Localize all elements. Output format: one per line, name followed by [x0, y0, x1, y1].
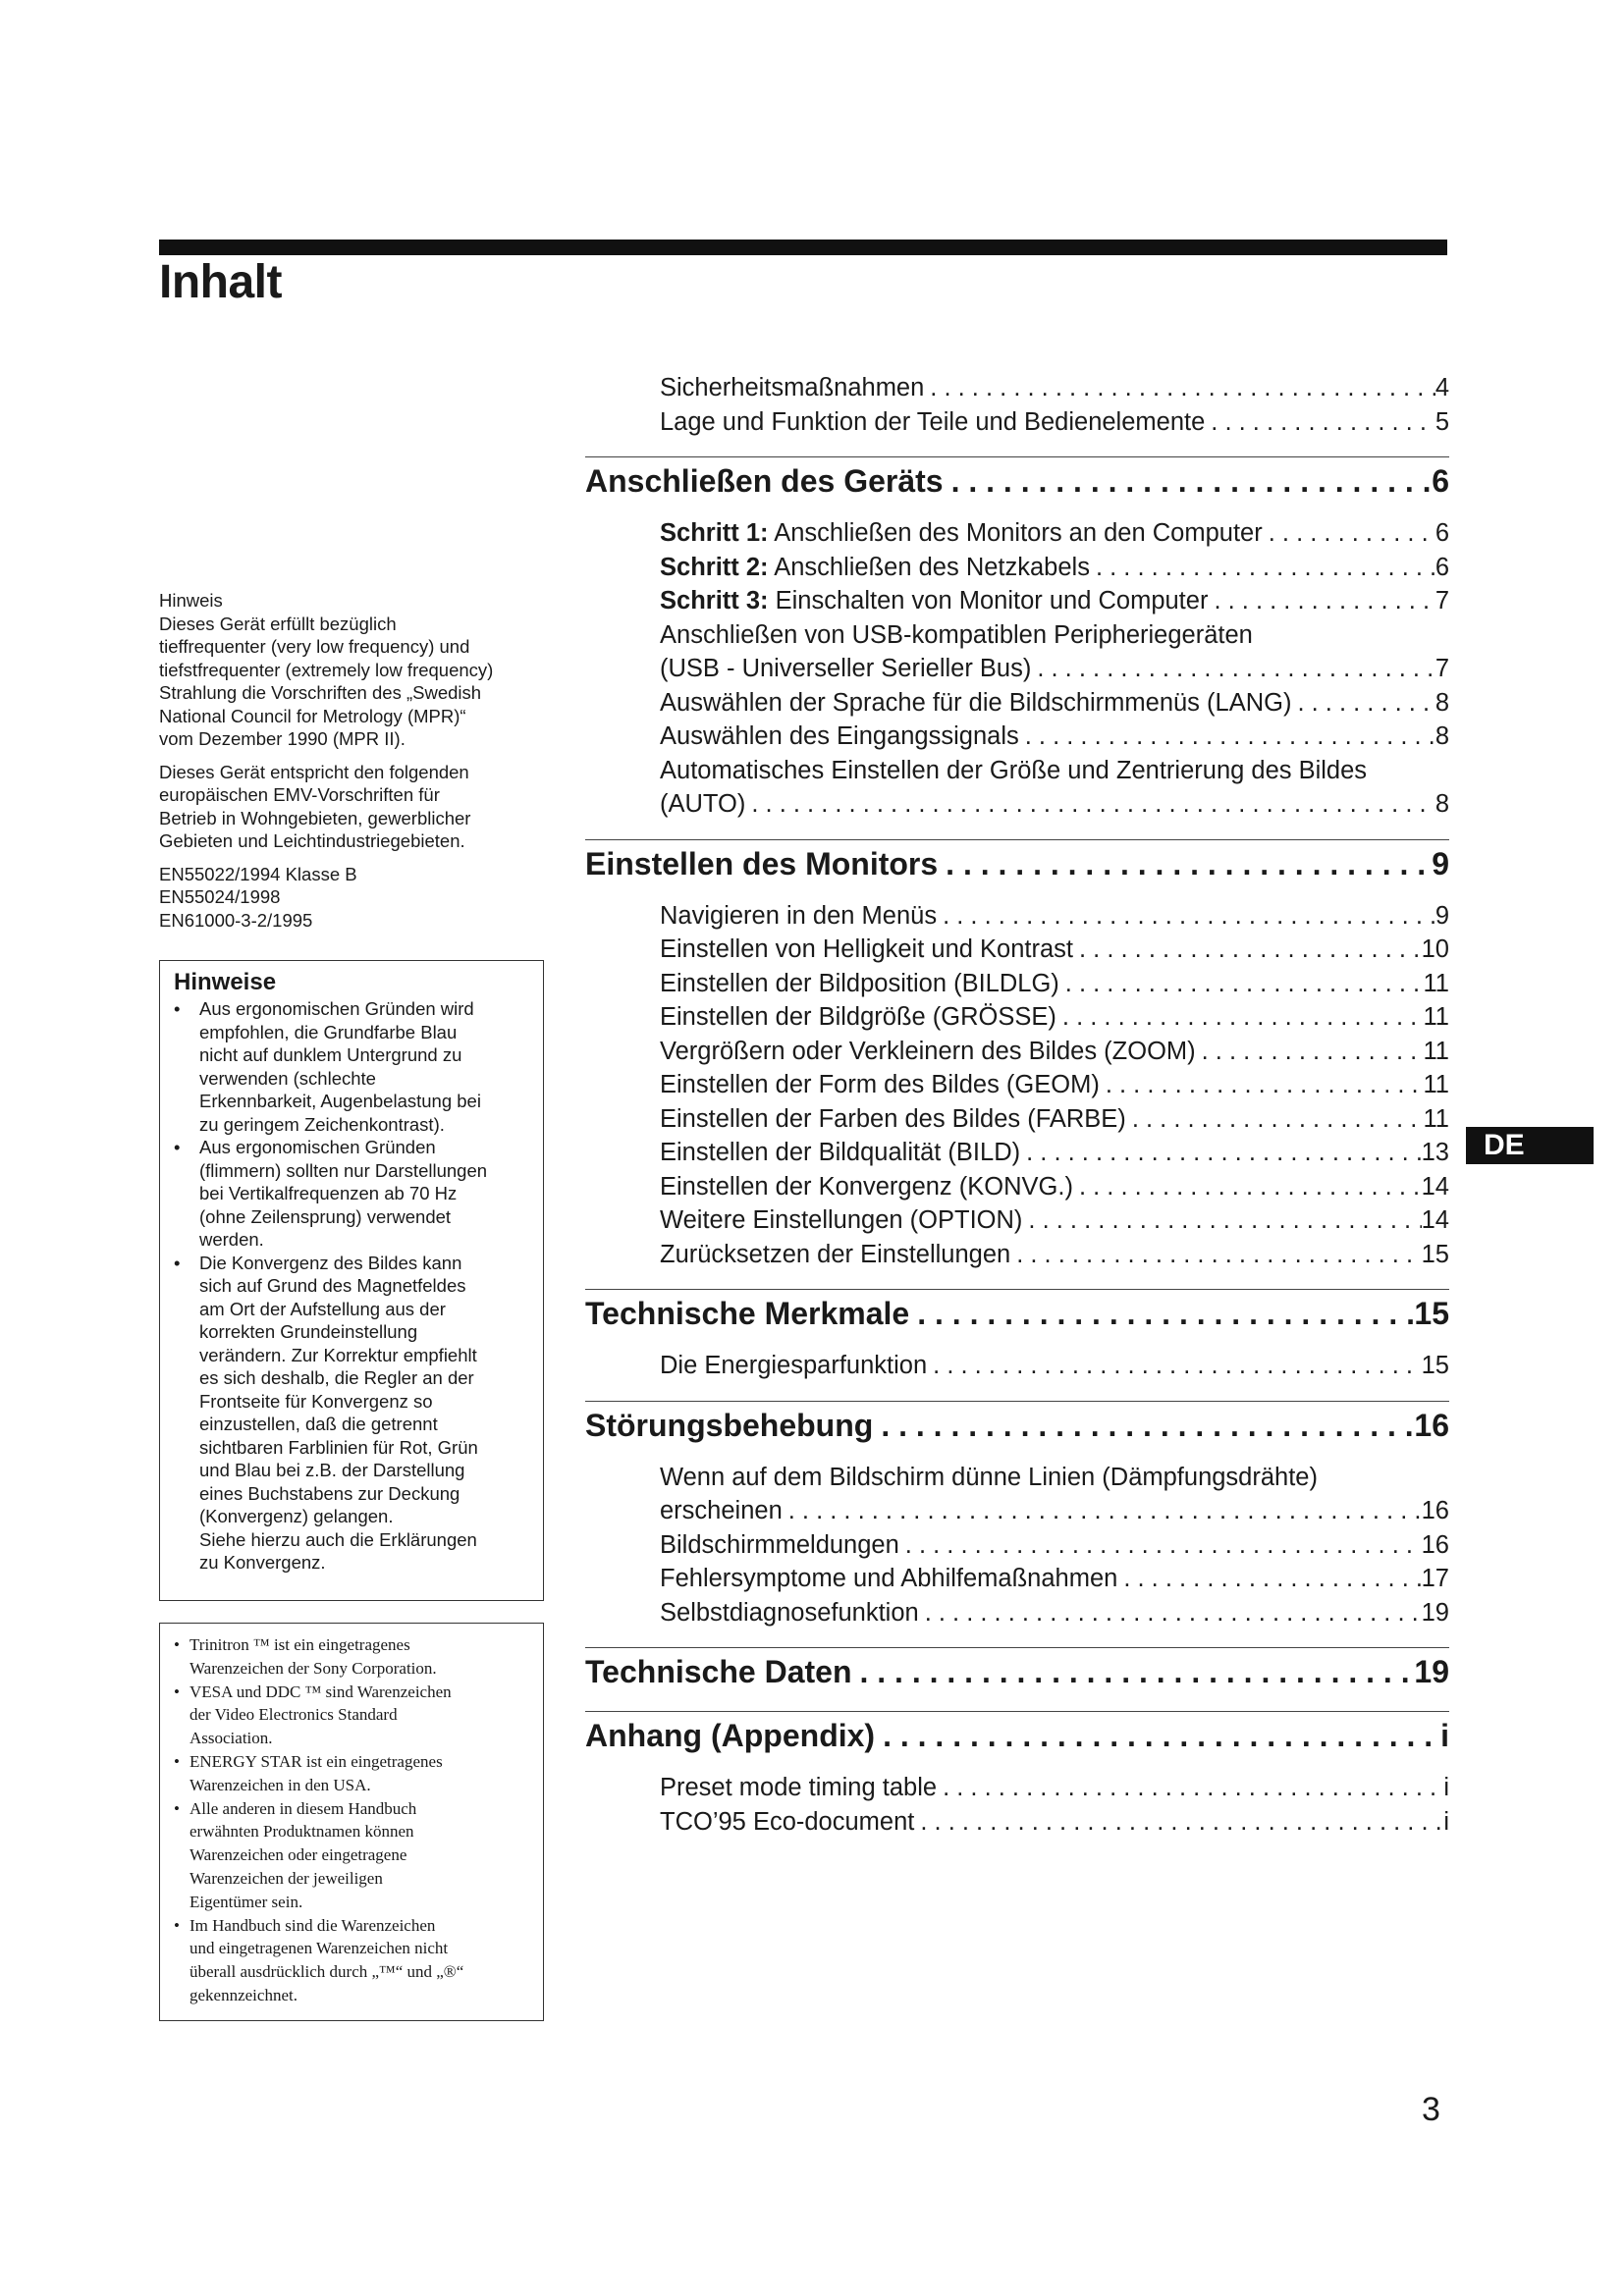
toc-entry-page: 17	[1421, 1565, 1449, 1592]
toc-entry-label: Wenn auf dem Bildschirm dünne Linien (Dämpfungsdrähte)	[660, 1463, 1318, 1491]
toc-entry[interactable]	[585, 1596, 1449, 1630]
toc-entry[interactable]	[585, 1203, 1449, 1238]
toc-entry-label: Navigieren in den Menüs	[660, 901, 938, 930]
toc-entry-label: Zurücksetzen der Einstellungen	[660, 1240, 1011, 1268]
page-title: Inhalt	[159, 256, 282, 308]
trademark-item	[174, 1681, 533, 1750]
toc-entry-line1[interactable]	[585, 1461, 1449, 1495]
leader-dots	[1022, 1203, 1421, 1238]
note-line: Hinweis	[159, 590, 223, 611]
trademark-line: Warenzeichen der Sony Corporation.	[189, 1658, 437, 1678]
leader-dots	[1208, 584, 1435, 618]
section-page: 15	[1414, 1296, 1449, 1331]
toc-entry-page: 19	[1421, 1598, 1449, 1627]
hinweise-line: Erkennbarkeit, Augenbelastung bei	[199, 1091, 481, 1111]
toc-entry[interactable]	[585, 1102, 1449, 1137]
leader-dots	[851, 1650, 1414, 1693]
leader-dots	[783, 1494, 1422, 1528]
leader-dots	[875, 1714, 1440, 1757]
trademark-item	[174, 1633, 533, 1681]
leader-dots	[1263, 516, 1435, 551]
trademark-line: der Video Electronics Standard	[189, 1705, 398, 1725]
toc-entry-label: Vergrößern oder Verkleinern des Bildes (ZOOM)	[660, 1037, 1196, 1065]
toc-section-heading[interactable]	[585, 1647, 1449, 1693]
toc-entry-page: 6	[1435, 519, 1449, 547]
leader-dots	[1031, 652, 1435, 686]
hinweise-line: am Ort der Aufstellung aus der	[199, 1298, 446, 1319]
toc-entry-label: Bildschirmmeldungen	[660, 1530, 899, 1559]
note-line: tiefstfrequenter (extremely low frequency)	[159, 659, 494, 680]
toc-section-heading[interactable]	[585, 456, 1449, 503]
toc-entry-page: 11	[1423, 1003, 1449, 1031]
leader-dots	[927, 1349, 1421, 1383]
hinweise-line: sichtbaren Farblinien für Rot, Grün	[199, 1436, 478, 1458]
toc-entry-label: Einstellen der Farben des Bildes (FARBE)	[660, 1104, 1126, 1133]
toc-entry[interactable]	[585, 1771, 1449, 1805]
hinweise-line: einzustellen, daß die getrennt	[199, 1414, 438, 1434]
note-line: Dieses Gerät erfüllt bezüglich	[159, 613, 397, 634]
section-title: Einstellen des Monitors	[585, 845, 939, 881]
trademark-line: • ENERGY STAR ist ein eingetragenes	[189, 1751, 443, 1771]
hinweise-line: es sich deshalb, die Regler an der	[199, 1367, 474, 1388]
toc-entry[interactable]	[585, 551, 1449, 585]
toc-section-heading[interactable]	[585, 839, 1449, 885]
toc-entry[interactable]	[585, 405, 1449, 440]
toc-entry[interactable]	[585, 1000, 1449, 1035]
toc-entry[interactable]	[585, 1238, 1449, 1272]
toc-entry-label: erscheinen	[660, 1497, 783, 1524]
hinweise-line: (ohne Zeilensprung) verwendet	[199, 1205, 452, 1227]
hinweise-item	[174, 997, 533, 1136]
toc-entry-label: Auswählen der Sprache für die Bildschirmmenüs (LANG)	[660, 688, 1292, 717]
step-prefix: Schritt 3:	[660, 587, 769, 614]
leader-dots	[1020, 1136, 1422, 1170]
toc-entry-page: 9	[1435, 901, 1449, 930]
step-text: Einschalten von Monitor und Computer	[768, 587, 1209, 614]
toc-entry-label: Einstellen von Helligkeit und Kontrast	[660, 935, 1073, 963]
step-prefix: Schritt 1:	[660, 519, 769, 547]
toc-entry-page: 15	[1421, 1352, 1449, 1379]
toc-entry-page: 5	[1435, 407, 1449, 436]
toc-entry-page: 4	[1435, 374, 1449, 401]
toc-entry[interactable]	[585, 1068, 1449, 1102]
table-of-contents	[585, 371, 1449, 1839]
hinweise-line: verwenden (schlechte	[199, 1067, 376, 1089]
toc-entry-page: 8	[1435, 688, 1449, 717]
left-note	[159, 589, 548, 941]
toc-entry-page: 14	[1421, 1172, 1449, 1201]
toc-entry-page: 13	[1421, 1139, 1449, 1166]
leader-dots	[1090, 551, 1435, 585]
toc-entry[interactable]	[585, 720, 1449, 754]
hinweise-line: verändern. Zur Korrektur empfiehlt	[199, 1344, 477, 1365]
toc-entry-page: 15	[1421, 1240, 1449, 1268]
trademark-line: • Alle anderen in diesem Handbuch	[189, 1798, 417, 1818]
toc-entry[interactable]	[585, 652, 1449, 686]
hinweise-item	[174, 1136, 533, 1252]
section-page: 16	[1414, 1407, 1449, 1443]
note-paragraph-2	[159, 761, 548, 853]
toc-entry-page: 8	[1435, 790, 1449, 818]
toc-entry[interactable]	[585, 1349, 1449, 1383]
toc-entry-label: Lage und Funktion der Teile und Bedienelemente	[660, 407, 1206, 436]
toc-entry-page: 11	[1423, 1104, 1449, 1133]
hinweise-line: nicht auf dunklem Untergrund zu	[199, 1044, 462, 1065]
toc-entry[interactable]	[585, 1528, 1449, 1563]
toc-entry[interactable]	[585, 584, 1449, 618]
trademark-line: gekennzeichnet.	[189, 1985, 298, 2004]
trademark-line: Eigentümer sein.	[189, 1892, 303, 1911]
section-page: 6	[1432, 463, 1449, 499]
toc-entry-label: Weitere Einstellungen (OPTION)	[660, 1206, 1023, 1234]
toc-entry-page: 16	[1421, 1497, 1449, 1524]
toc-entry-line1[interactable]	[585, 754, 1449, 788]
toc-entry[interactable]	[585, 516, 1449, 551]
trademark-item	[174, 1914, 533, 2007]
leader-dots	[1056, 1000, 1424, 1035]
hinweise-box	[159, 960, 544, 1601]
toc-entry-label: Sicherheitsmaßnahmen	[660, 374, 925, 401]
toc-entry-label: Fehlersymptome und Abhilfemaßnahmen	[660, 1565, 1118, 1592]
toc-entry-label: Die Energiesparfunktion	[660, 1352, 928, 1379]
leader-dots	[1019, 720, 1435, 754]
toc-entry-page: 11	[1423, 1071, 1449, 1098]
trademark-line: • VESA und DDC ™ sind Warenzeichen	[189, 1682, 452, 1701]
toc-entry-label	[660, 584, 1208, 618]
note-line: EN55024/1998	[159, 886, 281, 907]
toc-entry-label	[660, 551, 1090, 585]
trademark-line: und eingetragenen Warenzeichen nicht	[189, 1939, 449, 1958]
leader-dots	[1073, 933, 1422, 967]
toc-entry[interactable]	[585, 1805, 1449, 1840]
toc-entry[interactable]	[585, 787, 1449, 822]
note-line: Gebieten und Leichtindustriegebieten.	[159, 830, 465, 851]
leader-dots	[914, 1805, 1443, 1840]
leader-dots	[1073, 1170, 1422, 1204]
toc-entry-label: Selbstdiagnosefunktion	[660, 1598, 919, 1627]
leader-dots	[1117, 1562, 1421, 1596]
toc-entry-label: Automatisches Einstellen der Größe und Zentrierung des Bildes	[660, 756, 1368, 784]
hinweise-line: korrekten Grundeinstellung	[199, 1321, 418, 1342]
language-tab-de: DE	[1466, 1127, 1594, 1164]
note-line: europäischen EMV-Vorschriften für	[159, 784, 440, 805]
trademark-line: • Im Handbuch sind die Warenzeichen	[189, 1915, 436, 1935]
section-title: Störungsbehebung	[585, 1407, 874, 1443]
leader-dots	[924, 371, 1435, 405]
trademark-line: Warenzeichen oder eingetragene	[189, 1845, 407, 1865]
note-line: tieffrequenter (very low frequency) und	[159, 636, 470, 657]
trademark-list	[174, 1633, 533, 2007]
toc-entry-label: Einstellen der Form des Bildes (GEOM)	[660, 1071, 1100, 1098]
leader-dots	[919, 1596, 1422, 1630]
trademark-item	[174, 1797, 533, 1914]
toc-section-heading[interactable]	[585, 1289, 1449, 1335]
trademark-line: überall ausdrücklich durch „™“ und „®“	[189, 1962, 464, 1982]
leader-dots	[1100, 1068, 1424, 1102]
section-title: Technische Merkmale	[585, 1296, 910, 1331]
trademark-line: Warenzeichen in den USA.	[189, 1775, 371, 1794]
leader-dots	[1059, 967, 1424, 1001]
leader-dots	[1126, 1102, 1424, 1137]
trademark-line: erwähnten Produktnamen können	[189, 1822, 414, 1842]
toc-entry[interactable]	[585, 686, 1449, 721]
hinweise-line: Frontseite für Konvergenz so	[199, 1390, 433, 1412]
hinweise-line: eines Buchstabens zur Deckung	[199, 1482, 460, 1504]
hinweise-line: bei Vertikalfrequenzen ab 70 Hz	[199, 1183, 458, 1203]
toc-entry-page: i	[1443, 1807, 1449, 1836]
toc-entry[interactable]	[585, 1136, 1449, 1170]
toc-entry[interactable]	[585, 1494, 1449, 1528]
toc-entry[interactable]	[585, 1035, 1449, 1069]
toc-entry-label	[660, 516, 1263, 551]
toc-entry-page: 11	[1423, 1037, 1449, 1065]
toc-entry[interactable]	[585, 1562, 1449, 1596]
note-line: EN55022/1994 Klasse B	[159, 863, 357, 884]
section-page: 19	[1414, 1654, 1449, 1689]
leader-dots	[909, 1292, 1414, 1335]
toc-entry-label: Anschließen von USB-kompatiblen Peripheriegeräten	[660, 620, 1253, 649]
toc-entry[interactable]	[585, 933, 1449, 967]
toc-entry-label: Preset mode timing table	[660, 1774, 938, 1801]
note-line: Betrieb in Wohngebieten, gewerblicher	[159, 807, 471, 828]
toc-entry-page: 8	[1435, 722, 1449, 750]
step-text: Anschließen des Netzkabels	[768, 553, 1090, 581]
toc-section-heading[interactable]	[585, 1711, 1449, 1757]
toc-entry-label: (USB - Universeller Serieller Bus)	[660, 655, 1032, 682]
toc-entry-page: 7	[1435, 587, 1449, 614]
hinweise-line: • Aus ergonomischen Gründen wird	[199, 998, 474, 1019]
title-rule	[159, 240, 1447, 255]
note-paragraph-1	[159, 589, 548, 751]
hinweise-line: (Konvergenz) gelangen.	[199, 1506, 394, 1526]
page-number: 3	[1422, 2091, 1440, 2128]
leader-dots	[1010, 1238, 1421, 1272]
hinweise-line: Siehe hierzu auch die Erklärungen	[199, 1528, 477, 1550]
hinweise-line: empfohlen, die Grundfarbe Blau	[199, 1021, 458, 1042]
section-title: Technische Daten	[585, 1654, 852, 1689]
hinweise-item	[174, 1252, 533, 1575]
note-paragraph-3	[159, 863, 548, 933]
section-page: i	[1440, 1718, 1449, 1753]
leader-dots	[1205, 405, 1435, 440]
note-line: EN61000-3-2/1995	[159, 909, 313, 931]
toc-section-heading[interactable]	[585, 1401, 1449, 1447]
hinweise-line: • Aus ergonomischen Gründen	[199, 1137, 436, 1157]
toc-entry[interactable]	[585, 1170, 1449, 1204]
toc-entry-page: 16	[1421, 1530, 1449, 1559]
leader-dots	[944, 459, 1433, 503]
leader-dots	[937, 1771, 1443, 1805]
hinweise-line: • Die Konvergenz des Bildes kann	[199, 1252, 462, 1273]
toc-entry-label: Auswählen des Eingangssignals	[660, 722, 1019, 750]
toc-entry-page: 14	[1421, 1206, 1449, 1234]
trademark-line: Warenzeichen der jeweiligen	[189, 1868, 383, 1888]
hinweise-line: sich auf Grund des Magnetfeldes	[199, 1275, 466, 1296]
leader-dots	[1196, 1035, 1424, 1069]
section-title: Anhang (Appendix)	[585, 1718, 876, 1753]
toc-entry-page: 10	[1421, 935, 1449, 963]
toc-entry[interactable]	[585, 371, 1449, 405]
toc-entry-page: 7	[1435, 655, 1449, 682]
hinweise-line: werden.	[199, 1229, 264, 1250]
toc-entry-line1[interactable]	[585, 618, 1449, 653]
leader-dots	[899, 1528, 1422, 1563]
toc-entry-label: TCO’95 Eco-document	[660, 1807, 915, 1836]
hinweise-title: Hinweise	[174, 969, 277, 995]
toc-entry-label: Einstellen der Konvergenz (KONVG.)	[660, 1172, 1073, 1201]
step-text: Anschließen des Monitors an den Computer	[768, 519, 1263, 547]
hinweise-list	[174, 997, 533, 1575]
section-page: 9	[1432, 845, 1449, 881]
leader-dots	[745, 787, 1435, 822]
section-title: Anschließen des Geräts	[585, 463, 944, 499]
note-line: National Council for Metrology (MPR)“	[159, 705, 466, 726]
toc-entry[interactable]	[585, 899, 1449, 934]
hinweise-line: (flimmern) sollten nur Darstellungen	[199, 1159, 488, 1181]
toc-entry-page: 11	[1423, 969, 1449, 997]
note-line: Dieses Gerät entspricht den folgenden	[159, 761, 469, 782]
trademark-line: • Trinitron ™ ist ein eingetragenes	[189, 1635, 410, 1654]
step-prefix: Schritt 2:	[660, 553, 769, 581]
hinweise-line: und Blau bei z.B. der Darstellung	[199, 1460, 465, 1480]
toc-entry-label: Einstellen der Bildgröße (GRÖSSE)	[660, 1003, 1056, 1031]
toc-entry-label: Einstellen der Bildqualität (BILD)	[660, 1139, 1021, 1166]
note-line: vom Dezember 1990 (MPR II).	[159, 728, 406, 749]
hinweise-line: zu geringem Zeichenkontrast).	[199, 1113, 445, 1135]
toc-entry[interactable]	[585, 967, 1449, 1001]
trademark-line: Association.	[189, 1729, 273, 1748]
hinweise-line: zu Konvergenz.	[199, 1552, 326, 1573]
leader-dots	[1291, 686, 1435, 721]
leader-dots	[937, 899, 1435, 934]
toc-entry-label: Einstellen der Bildposition (BILDLG)	[660, 969, 1059, 997]
toc-entry-label: (AUTO)	[660, 790, 746, 818]
toc-entry-page: 6	[1435, 553, 1449, 581]
leader-dots	[938, 842, 1432, 885]
trademark-box	[159, 1623, 544, 2021]
note-line: Strahlung die Vorschriften des „Swedish	[159, 682, 482, 703]
trademark-item	[174, 1750, 533, 1797]
leader-dots	[873, 1404, 1414, 1447]
toc-entry-page: i	[1443, 1774, 1449, 1801]
